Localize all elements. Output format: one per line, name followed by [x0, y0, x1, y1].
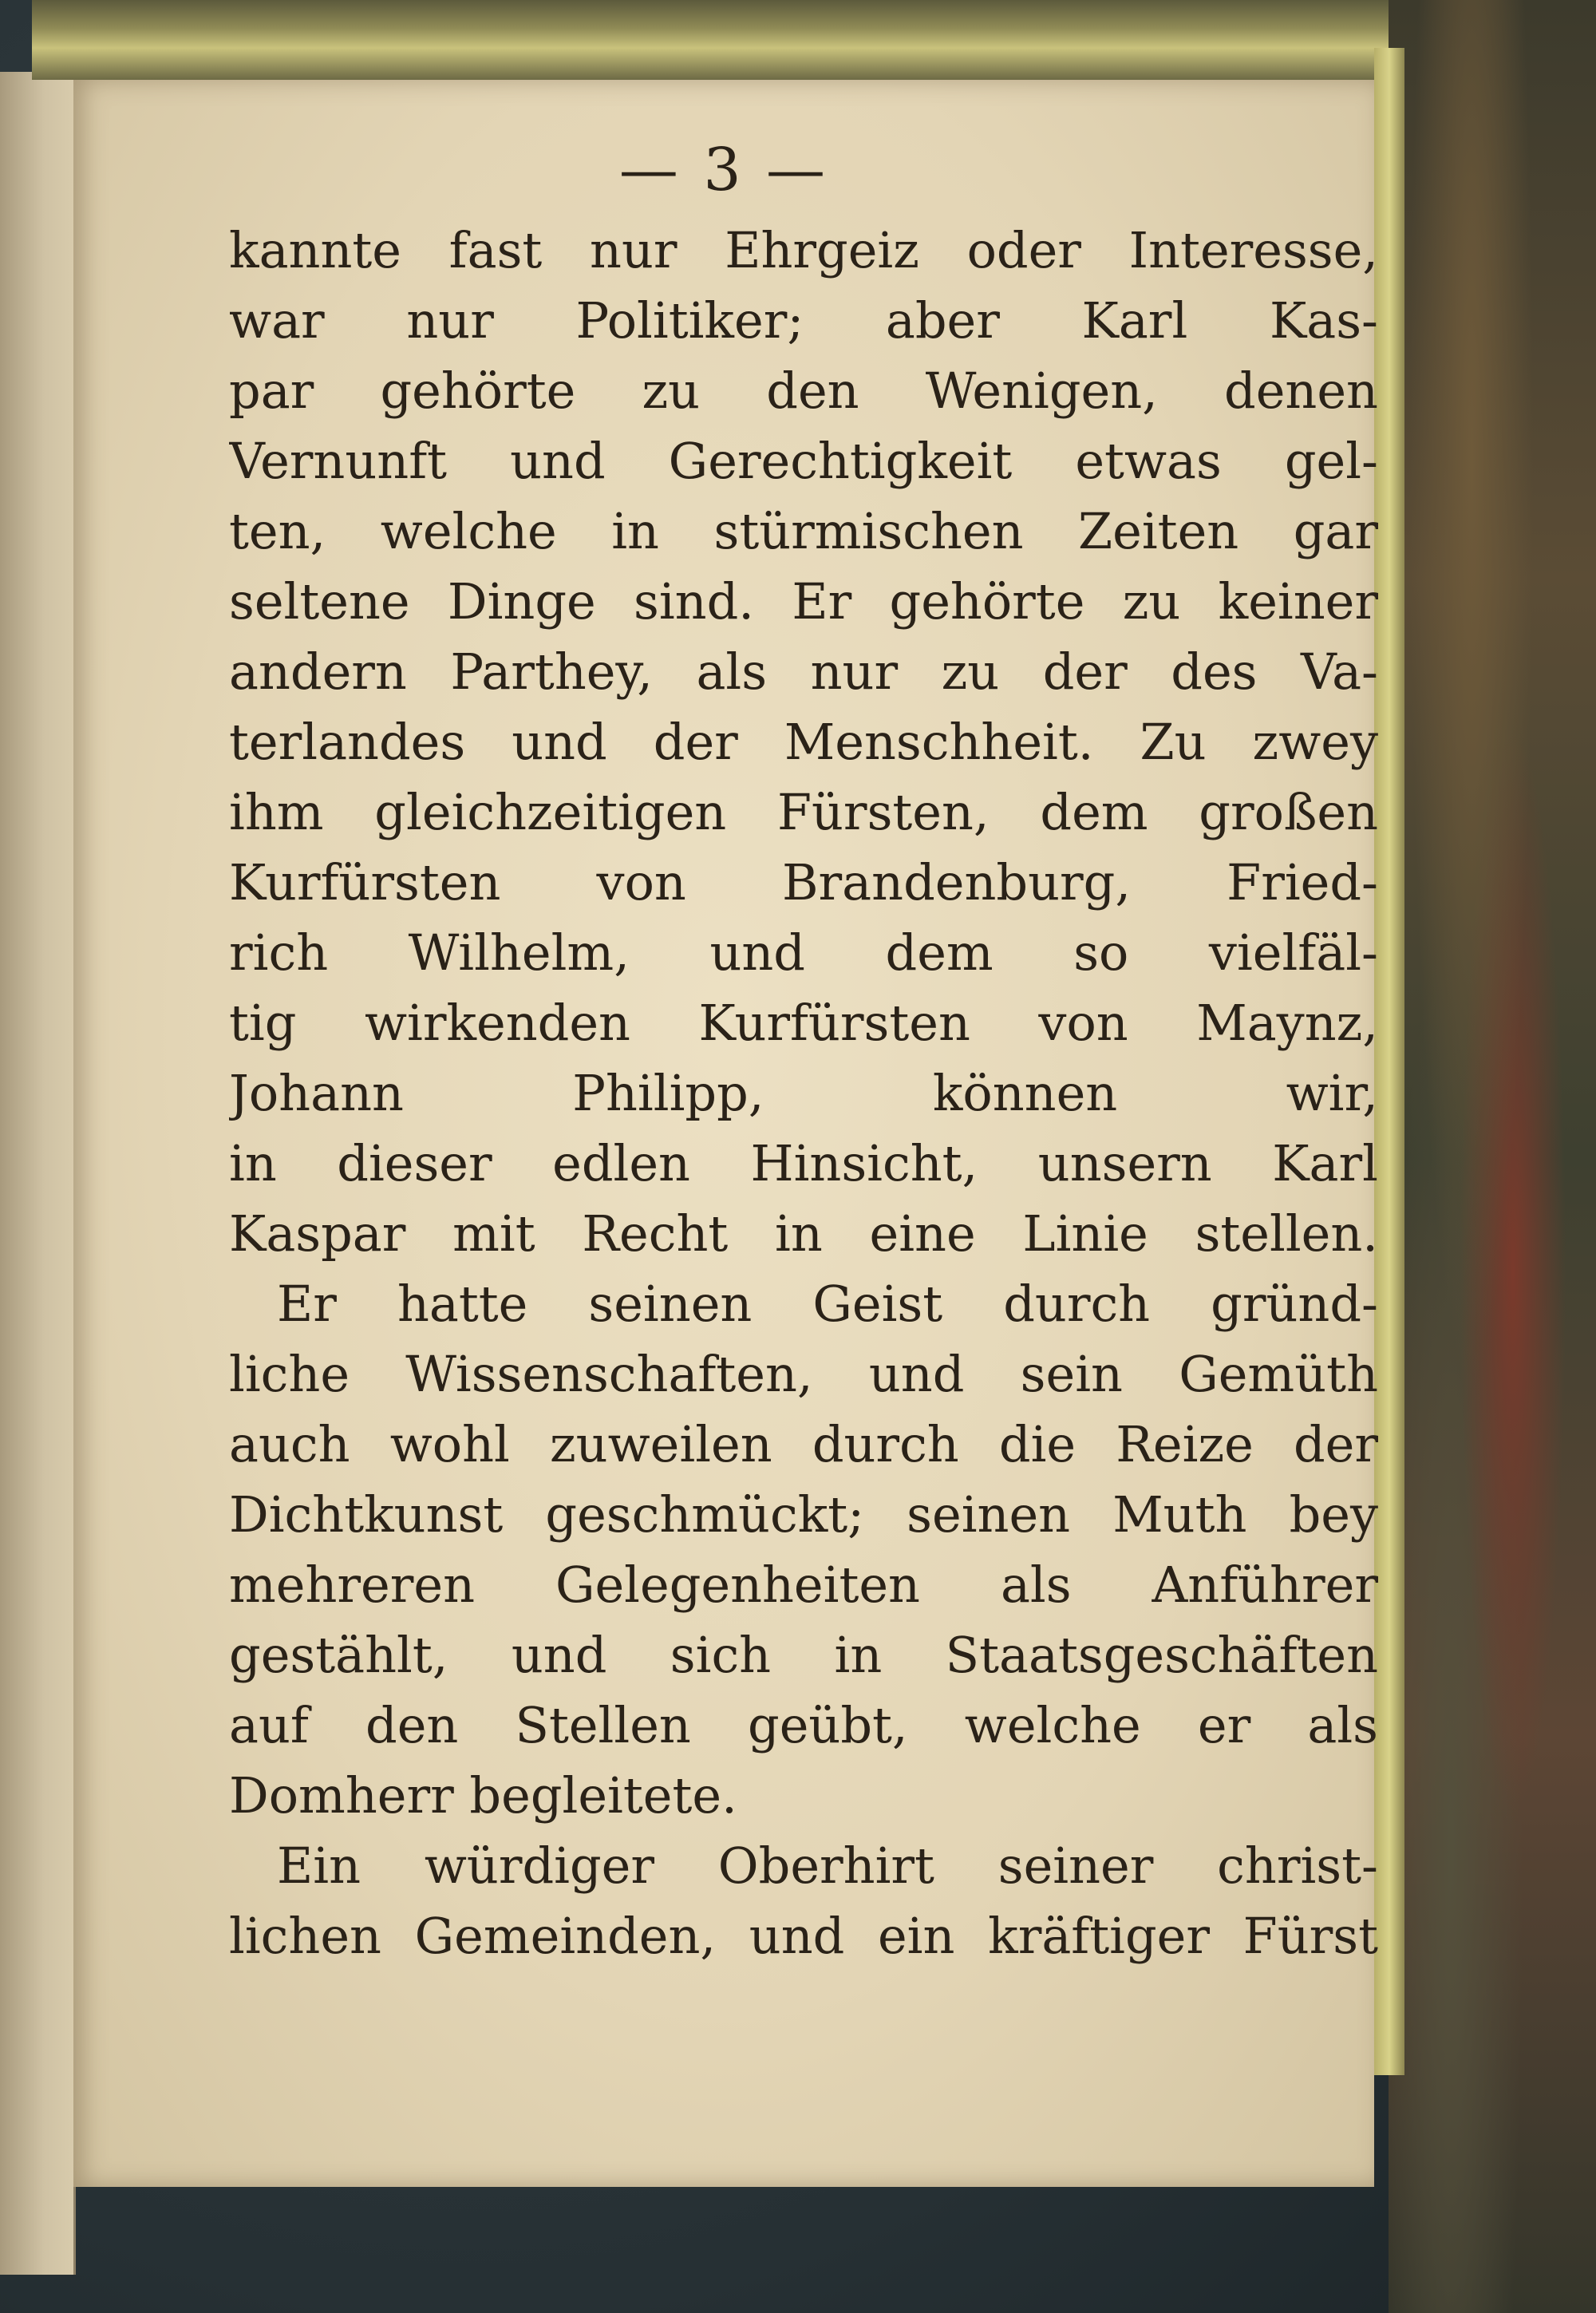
text-line: liche Wissenschaften, und sein Gemüth: [229, 1345, 1378, 1403]
text-line: terlandes und der Menschheit. Zu zwey: [229, 713, 1378, 771]
text-line: lichen Gemeinden, und ein kräftiger Fürst: [229, 1907, 1378, 1965]
text-line: gestählt, und sich in Staatsgeschäften: [229, 1626, 1378, 1684]
text-line: auf den Stellen geübt, welche er als: [229, 1696, 1378, 1754]
text-line: Kurfürsten von Brandenburg, Fried-: [229, 853, 1378, 911]
text-line: Kaspar mit Recht in eine Linie stellen.: [229, 1204, 1378, 1263]
text-line: rich Wilhelm, und dem so vielfäl-: [229, 923, 1378, 982]
text-line: par gehörte zu den Wenigen, denen: [229, 362, 1378, 420]
text-line: ihm gleichzeitigen Fürsten, dem großen: [229, 783, 1378, 841]
text-line: Johann Philipp, können wir,: [229, 1064, 1378, 1122]
text-line-paragraph-end: Domherr begleitete.: [229, 1766, 737, 1825]
body-text: [229, 215, 1378, 1971]
text-line: in dieser edlen Hinsicht, unsern Karl: [229, 1134, 1378, 1192]
text-line: tig wirkenden Kurfürsten von Maynz,: [229, 994, 1378, 1052]
text-line: Dichtkunst geschmückt; seinen Muth bey: [229, 1485, 1378, 1544]
page-number: — 3 —: [618, 136, 829, 204]
marbled-cover: [1389, 0, 1596, 2313]
text-line: mehreren Gelegenheiten als Anführer: [229, 1556, 1378, 1614]
text-line-paragraph-start: Ein würdiger Oberhirt seiner christ-: [277, 1837, 1378, 1895]
gilt-top-edge: [32, 0, 1389, 80]
book-page: [73, 80, 1378, 2187]
left-facing-page: [0, 72, 76, 2275]
text-line-paragraph-start: Er hatte seinen Geist durch gründ-: [277, 1275, 1378, 1333]
text-line: kannte fast nur Ehrgeiz oder Interesse,: [229, 221, 1378, 279]
gilt-fore-edge: [1374, 48, 1404, 2075]
text-line: ten, welche in stürmischen Zeiten gar: [229, 502, 1378, 560]
text-line: auch wohl zuweilen durch die Reize der: [229, 1415, 1378, 1473]
text-line: seltene Dinge sind. Er gehörte zu keiner: [229, 572, 1378, 631]
text-line: Vernunft und Gerechtigkeit etwas gel-: [229, 432, 1378, 490]
text-line: war nur Politiker; aber Karl Kas-: [229, 291, 1378, 350]
text-line: andern Parthey, als nur zu der des Va-: [229, 642, 1378, 701]
